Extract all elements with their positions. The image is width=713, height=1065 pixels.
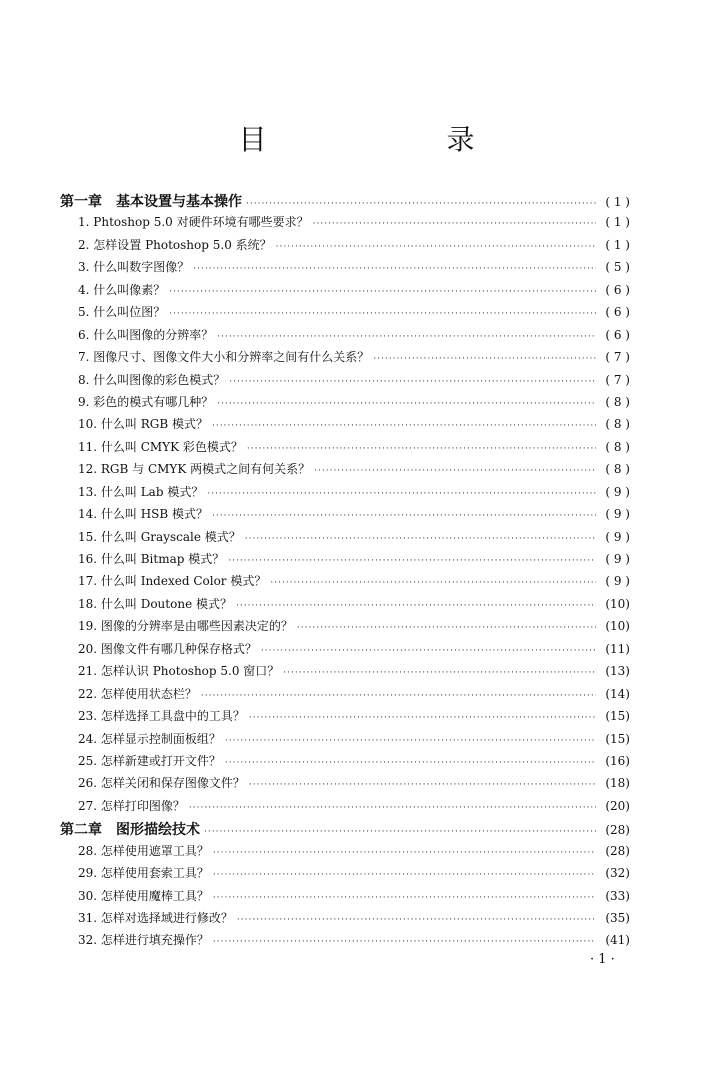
toc-entry-row	[60, 931, 630, 953]
dot-leader	[213, 848, 596, 858]
toc-page-number: (20)	[605, 798, 630, 813]
toc-entry-row	[60, 371, 630, 393]
toc-entry-title: 15. 什么叫 Grayscale 模式？	[78, 529, 241, 544]
dot-leader	[249, 713, 596, 723]
toc-entry-title: 26. 怎样关闭和保存图像文件？	[78, 776, 245, 791]
toc-page-number: (33)	[605, 888, 630, 903]
toc-page-number: ( 7 )	[605, 372, 630, 387]
toc-entry-title: 5. 什么叫位图？	[78, 305, 166, 320]
toc-entry-title: 24. 怎样显示控制面板组？	[78, 731, 221, 746]
page-title: 目 录	[238, 123, 551, 156]
page-number: · 1 ·	[590, 952, 615, 967]
toc-page-number: ( 9 )	[605, 529, 630, 544]
toc-entry-row	[60, 303, 630, 325]
toc-entry-title: 20. 图像文件有哪几种保存格式？	[78, 641, 257, 656]
toc-page-number: (18)	[605, 776, 630, 791]
toc-entry-row	[60, 617, 630, 639]
table-of-contents	[60, 191, 630, 954]
toc-entry-title: 29. 怎样使用套索工具？	[78, 866, 209, 881]
toc-page-number: (14)	[605, 686, 630, 701]
toc-entry-row	[60, 258, 630, 280]
dot-leader	[228, 556, 596, 566]
toc-entry-title: 第一章 基本设置与基本操作	[60, 194, 242, 210]
toc-entry-row	[60, 236, 630, 258]
toc-entry-title: 27. 怎样打印图像？	[78, 798, 185, 813]
dot-leader	[245, 534, 596, 544]
dot-leader	[236, 601, 596, 611]
toc-page-number: ( 6 )	[605, 305, 630, 320]
toc-entry-title: 12. RGB 与 CMYK 两模式之间有何关系？	[78, 462, 311, 477]
dot-leader	[204, 827, 596, 837]
toc-entry-title: 第二章 图形描绘技术	[60, 822, 200, 839]
toc-page-number: ( 8 )	[605, 462, 630, 477]
dot-leader	[169, 287, 596, 297]
toc-entry-row	[60, 550, 630, 572]
toc-entry-row	[60, 460, 630, 482]
dot-leader	[283, 668, 596, 678]
toc-entry-title: 13. 什么叫 Lab 模式？	[78, 484, 204, 499]
toc-entry-row	[60, 887, 630, 909]
toc-page-number: ( 8 )	[605, 394, 630, 409]
toc-entry-title: 19. 图像的分辨率是由哪些因素决定的？	[78, 619, 293, 634]
toc-entry-title: 4. 什么叫像素？	[78, 282, 166, 297]
dot-leader	[213, 893, 596, 903]
toc-entry-row	[60, 505, 630, 527]
dot-leader	[193, 264, 596, 274]
toc-entry-row	[60, 438, 630, 460]
toc-entry-row	[60, 415, 630, 437]
toc-page-number: ( 9 )	[605, 552, 630, 566]
toc-entry-title: 17. 什么叫 Indexed Color 模式？	[78, 574, 267, 589]
toc-entry-title: 8. 什么叫图像的彩色模式？	[78, 372, 226, 387]
dot-leader	[314, 466, 596, 476]
toc-chapter-row	[60, 819, 630, 841]
toc-entry-row	[60, 774, 630, 796]
toc-entry-row	[60, 864, 630, 886]
dot-leader	[212, 421, 596, 431]
toc-page-number: ( 8 )	[605, 439, 630, 454]
toc-entry-row	[60, 213, 630, 235]
toc-page-number: ( 1 )	[605, 215, 630, 230]
toc-entry-row	[60, 572, 630, 594]
dot-leader	[373, 354, 596, 364]
dot-leader	[213, 870, 596, 880]
toc-page-number: ( 9 )	[605, 507, 630, 522]
toc-entry-title: 23. 怎样选择工具盘中的工具？	[78, 709, 245, 724]
toc-entry-title: 9. 彩色的模式有哪几种？	[78, 394, 214, 409]
toc-entry-title: 3. 什么叫数字图像？	[78, 260, 190, 275]
toc-page-number: ( 1 )	[605, 195, 630, 209]
dot-leader	[201, 691, 596, 701]
toc-entry-row	[60, 326, 630, 348]
dot-leader	[213, 937, 596, 947]
toc-page-number: (15)	[605, 709, 630, 724]
toc-page-number: (10)	[605, 596, 630, 611]
dot-leader	[207, 489, 596, 499]
toc-entry-title: 31. 怎样对选择域进行修改？	[78, 911, 233, 925]
toc-entry-title: 14. 什么叫 HSB 模式？	[78, 507, 209, 522]
dot-leader	[313, 219, 596, 229]
toc-entry-row	[60, 640, 630, 662]
toc-entry-title: 30. 怎样使用魔棒工具？	[78, 888, 209, 903]
toc-page-number: ( 5 )	[605, 260, 630, 275]
dot-leader	[249, 780, 596, 790]
dot-leader	[270, 578, 596, 588]
toc-entry-title: 2. 怎样设置 Photoshop 5.0 系统？	[78, 237, 272, 252]
toc-page-number: (15)	[605, 731, 630, 746]
toc-entry-row	[60, 730, 630, 752]
toc-page-number: ( 9 )	[605, 484, 630, 499]
toc-entry-row	[60, 348, 630, 370]
toc-page-number: (10)	[605, 619, 630, 634]
toc-entry-row	[60, 393, 630, 415]
dot-leader	[217, 332, 596, 342]
dot-leader	[212, 511, 596, 521]
dot-leader	[229, 377, 596, 387]
toc-entry-title: 28. 怎样使用遮罩工具？	[78, 843, 209, 858]
toc-page-number: ( 6 )	[605, 282, 630, 297]
toc-entry-row	[60, 909, 630, 931]
toc-page-number: (41)	[605, 933, 630, 948]
dot-leader	[247, 444, 596, 454]
dot-leader	[217, 399, 596, 409]
toc-entry-title: 1. Phtoshop 5.0 对硬件环境有哪些要求？	[78, 215, 309, 230]
toc-entry-title: 11. 什么叫 CMYK 彩色模式？	[78, 439, 243, 454]
toc-page-number: (35)	[605, 911, 630, 925]
toc-entry-title: 7. 图像尺寸、图像文件大小和分辨率之间有什么关系？	[78, 350, 370, 365]
toc-page-number: ( 9 )	[605, 574, 630, 589]
dot-leader	[276, 242, 596, 252]
toc-entry-row	[60, 707, 630, 729]
toc-entry-row	[60, 483, 630, 505]
toc-entry-row	[60, 752, 630, 774]
toc-page-number: (28)	[605, 843, 630, 858]
toc-page-number: (11)	[605, 641, 630, 656]
dot-leader	[225, 736, 596, 746]
dot-leader	[297, 623, 596, 633]
dot-leader	[261, 646, 596, 656]
toc-entry-row	[60, 281, 630, 303]
toc-page-number: ( 1 )	[605, 237, 630, 252]
toc-page-number: (13)	[605, 664, 630, 679]
toc-chapter-row	[60, 191, 630, 213]
dot-leader	[246, 199, 596, 209]
toc-entry-row	[60, 595, 630, 617]
toc-entry-title: 21. 怎样认识 Photoshop 5.0 窗口？	[78, 664, 280, 679]
toc-entry-title: 25. 怎样新建或打开文件？	[78, 753, 221, 768]
toc-entry-title: 32. 怎样进行填充操作？	[78, 933, 209, 948]
dot-leader	[225, 758, 596, 768]
toc-page-number: (32)	[605, 866, 630, 881]
dot-leader	[237, 915, 596, 925]
toc-page-number: ( 8 )	[605, 417, 630, 432]
toc-entry-title: 16. 什么叫 Bitmap 模式？	[78, 552, 225, 566]
toc-page-number: ( 6 )	[605, 327, 630, 342]
toc-entry-title: 22. 怎样使用状态栏？	[78, 686, 197, 701]
toc-page-number: (28)	[605, 823, 630, 838]
toc-entry-title: 6. 什么叫图像的分辨率？	[78, 327, 214, 342]
toc-entry-row	[60, 685, 630, 707]
dot-leader	[169, 309, 596, 319]
toc-entry-title: 10. 什么叫 RGB 模式？	[78, 417, 208, 432]
toc-entry-row	[60, 797, 630, 819]
toc-entry-row	[60, 662, 630, 684]
toc-entry-title: 18. 什么叫 Doutone 模式？	[78, 596, 232, 611]
toc-entry-row	[60, 842, 630, 864]
toc-entry-row	[60, 528, 630, 550]
dot-leader	[189, 803, 596, 813]
toc-page-number: ( 7 )	[605, 350, 630, 365]
toc-page-number: (16)	[605, 753, 630, 768]
